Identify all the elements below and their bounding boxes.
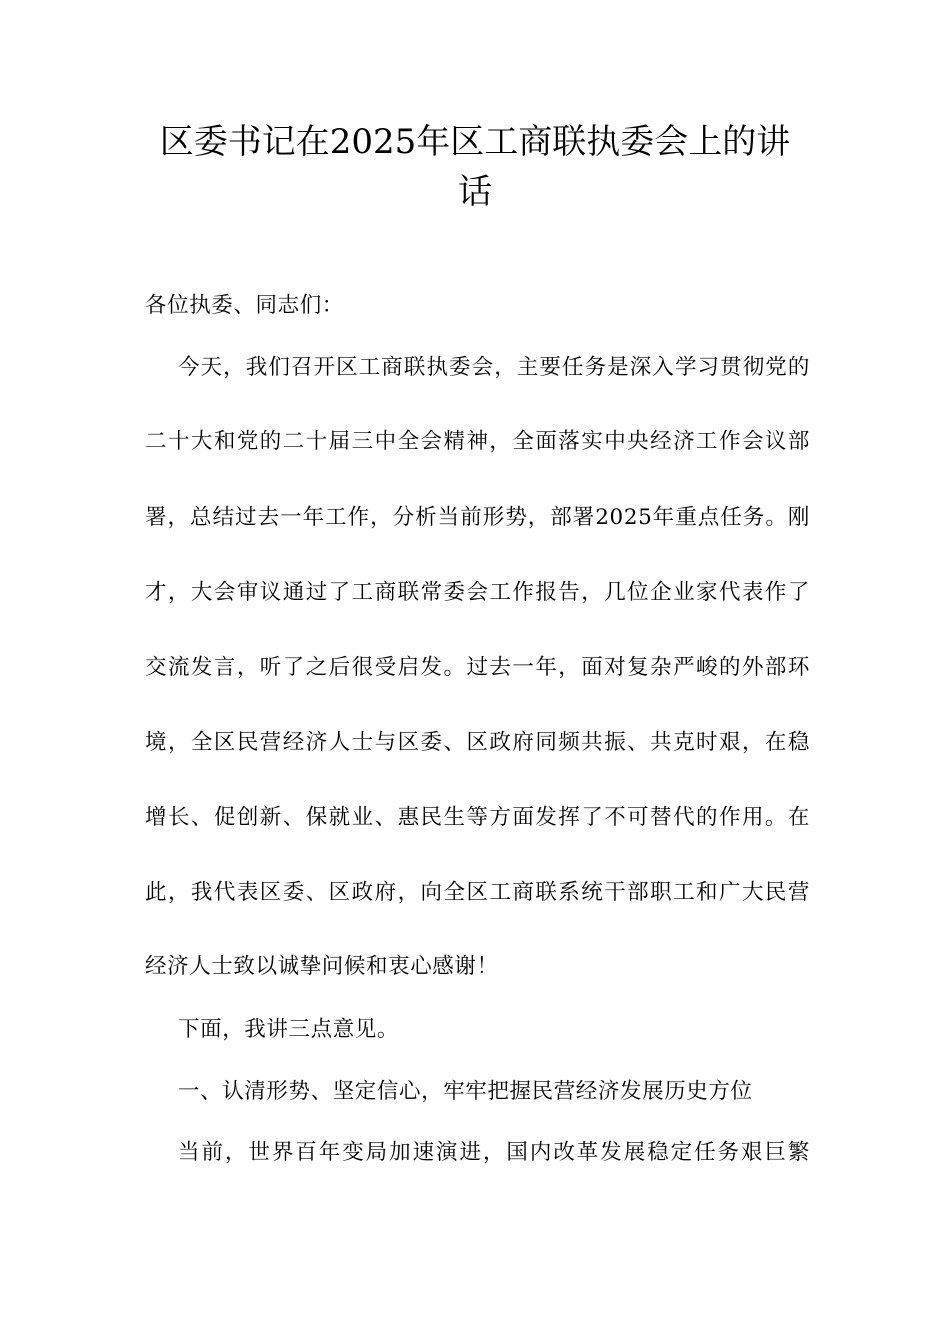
paragraph-1-line-5: 交流发言，听了之后很受启发。过去一年，面对复杂严峻的外部环 bbox=[145, 655, 810, 680]
paragraph-1-line-1: 今天，我们召开区工商联执委会，主要任务是深入学习贯彻党的 bbox=[178, 355, 810, 380]
paragraph-1-line-8: 此，我代表区委、区政府，向全区工商联系统干部职工和广大民营 bbox=[145, 880, 810, 905]
paragraph-1-line-6: 境，全区民营经济人士与区委、区政府同频共振、共克时艰，在稳 bbox=[145, 730, 810, 755]
paragraph-2: 下面，我讲三点意见。 bbox=[178, 1017, 400, 1042]
section-1-heading: 一、认清形势、坚定信心，牢牢把握民营经济发展历史方位 bbox=[178, 1079, 753, 1104]
document-title-line-2: 话 bbox=[458, 172, 492, 212]
paragraph-1-line-4: 才，大会审议通过了工商联常委会工作报告，几位企业家代表作了 bbox=[145, 580, 810, 605]
paragraph-1-line-9: 经济人士致以诚挚问候和衷心感谢！ bbox=[145, 954, 499, 979]
paragraph-1-line-2: 二十大和党的二十届三中全会精神，全面落实中央经济工作会议部 bbox=[145, 429, 810, 454]
document-title-line-1: 区委书记在2025年区工商联执委会上的讲 bbox=[159, 122, 791, 162]
paragraph-1-line-7: 增长、促创新、保就业、惠民生等方面发挥了不可替代的作用。在 bbox=[145, 805, 810, 830]
salutation: 各位执委、同志们： bbox=[145, 293, 344, 318]
paragraph-1-line-3: 署，总结过去一年工作，分析当前形势，部署2025年重点任务。刚 bbox=[145, 505, 810, 530]
paragraph-3-line-1: 当前，世界百年变局加速演进，国内改革发展稳定任务艰巨繁 bbox=[178, 1140, 810, 1165]
